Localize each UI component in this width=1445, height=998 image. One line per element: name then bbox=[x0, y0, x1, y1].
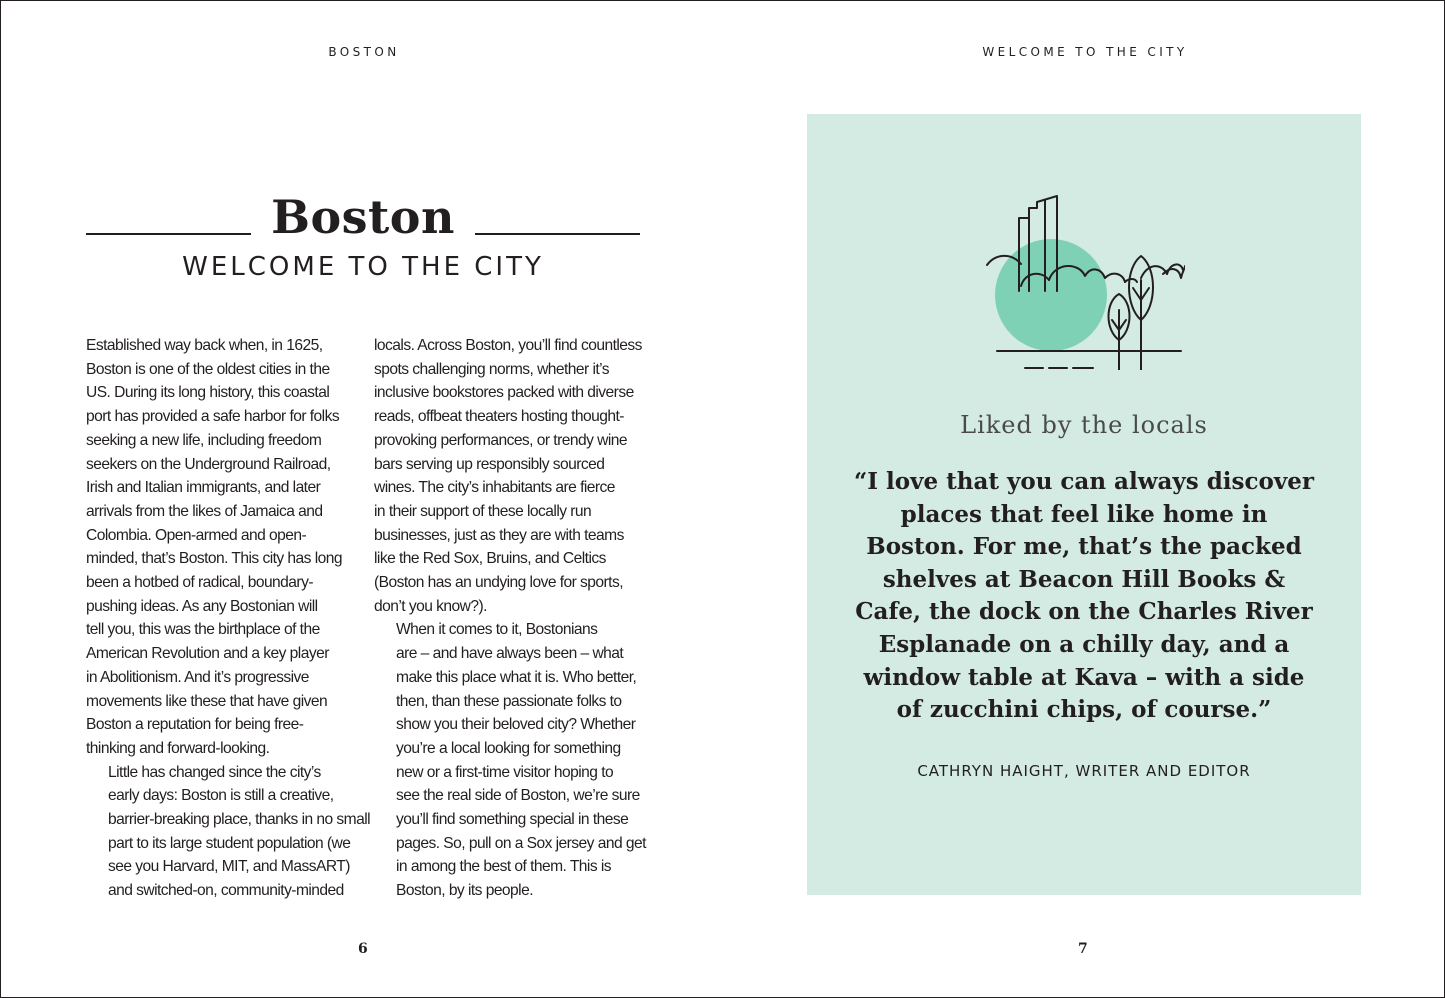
paragraph-1 bbox=[86, 334, 356, 761]
text-line: bars serving up responsibly sourced bbox=[374, 455, 605, 473]
paragraph-3 bbox=[374, 618, 644, 902]
text-line: see you Harvard, MIT, and MassART) bbox=[108, 858, 350, 876]
text-line: in their support of these locally run bbox=[374, 502, 592, 520]
text-line: seekers on the Underground Railroad, bbox=[86, 455, 331, 473]
text-line: and switched-on, community-minded bbox=[108, 882, 344, 900]
text-line: (Boston has an undying love for sports, bbox=[374, 574, 623, 592]
panel-heading: Liked by the locals bbox=[960, 411, 1208, 439]
running-head-left: BOSTON bbox=[328, 45, 400, 59]
text-line: seeking a new life, including freedom bbox=[86, 431, 322, 449]
quote-line: window table at Kava – with a side bbox=[863, 663, 1305, 691]
page-number-left: 6 bbox=[358, 941, 368, 957]
quote-line: shelves at Beacon Hill Books & bbox=[882, 565, 1286, 593]
text-line: pages. So, pull on a Sox jersey and get bbox=[396, 834, 646, 852]
text-line: Irish and Italian immigrants, and later bbox=[86, 479, 321, 497]
text-line: make this place what it is. Who better, bbox=[396, 668, 637, 686]
text-line: in among the best of them. This is bbox=[396, 858, 612, 876]
text-line: you’re a local looking for something bbox=[396, 739, 621, 757]
text-line: then, than these passionate folks to bbox=[396, 692, 622, 710]
running-head-right: WELCOME TO THE CITY bbox=[982, 45, 1188, 59]
text-line: Boston a reputation for being free- bbox=[86, 716, 304, 734]
text-line: American Revolution and a key player bbox=[86, 645, 329, 663]
text-line: part to its large student population (we bbox=[108, 834, 351, 852]
text-line: reads, offbeat theaters hosting thought- bbox=[374, 408, 624, 426]
quote-line: “I love that you can always discover bbox=[854, 468, 1314, 495]
text-line: spots challenging norms, whether it’s bbox=[374, 360, 610, 378]
text-line: like the Red Sox, Bruins, and Celtics bbox=[374, 550, 606, 568]
text-line: Little has changed since the city’s bbox=[108, 763, 321, 781]
quote-line: of zucchini chips, of course.” bbox=[896, 696, 1272, 724]
text-line: see the real side of Boston, we’re sure bbox=[396, 787, 640, 805]
text-line: minded, that’s Boston. This city has long bbox=[86, 550, 342, 568]
quote-line: Cafe, the dock on the Charles River bbox=[855, 598, 1313, 626]
text-line: pushing ideas. As any Bostonian will bbox=[86, 597, 318, 615]
text-line: inclusive bookstores packed with diverse bbox=[374, 384, 634, 402]
text-line: wines. The city’s inhabitants are fierce bbox=[374, 479, 615, 497]
text-line: businesses, just as they are with teams bbox=[374, 526, 624, 544]
city-skyline-icon bbox=[985, 170, 1185, 370]
text-line: are – and have always been – what bbox=[396, 645, 624, 663]
quote-line: Boston. For me, that’s the packed bbox=[866, 533, 1302, 561]
text-line: tell you, this was the birthplace of the bbox=[86, 621, 320, 639]
chapter-subtitle: WELCOME TO THE CITY bbox=[182, 252, 544, 282]
text-line: been a hotbed of radical, boundary- bbox=[86, 574, 313, 592]
text-line: new or a first-time visitor hoping to bbox=[396, 763, 614, 781]
page-number-right: 7 bbox=[1078, 941, 1088, 957]
text-line: Boston is one of the oldest cities in the bbox=[86, 360, 330, 378]
text-line: locals. Across Boston, you’ll find countless bbox=[374, 337, 642, 354]
text-line: you’ll find something special in these bbox=[396, 811, 629, 829]
locals-quote bbox=[837, 466, 1331, 727]
chapter-title: Boston bbox=[86, 191, 640, 243]
body-column-1 bbox=[86, 334, 371, 903]
text-line: Colombia. Open-armed and open- bbox=[86, 526, 307, 544]
quote-line: places that feel like home in bbox=[900, 500, 1268, 528]
text-line: provoking performances, or trendy wine bbox=[374, 431, 627, 449]
locals-quote-panel bbox=[807, 114, 1361, 895]
text-line: When it comes to it, Bostonians bbox=[396, 621, 598, 639]
text-line: Boston, by its people. bbox=[396, 882, 534, 900]
text-line: in Abolitionism. And it’s progressive bbox=[86, 668, 309, 686]
text-line: movements like these that have given bbox=[86, 692, 328, 710]
text-line: barrier-breaking place, thanks in no small bbox=[108, 811, 371, 829]
quote-line: Esplanade on a chilly day, and a bbox=[878, 630, 1290, 658]
text-line: early days: Boston is still a creative, bbox=[108, 787, 334, 805]
paragraph-2-continued bbox=[374, 334, 644, 618]
text-line: thinking and forward-looking. bbox=[86, 739, 270, 757]
paragraph-2 bbox=[86, 761, 371, 903]
text-line: Established way back when, in 1625, bbox=[86, 337, 323, 354]
text-line: port has provided a safe harbor for folks bbox=[86, 408, 340, 426]
body-column-2 bbox=[374, 334, 644, 903]
text-line: US. During its long history, this coastal bbox=[86, 384, 330, 402]
text-line: arrivals from the likes of Jamaica and bbox=[86, 502, 323, 520]
text-line: show you their beloved city? Whether bbox=[396, 716, 636, 734]
text-line: don’t you know?). bbox=[374, 597, 487, 615]
quote-attribution: CATHRYN HAIGHT, WRITER AND EDITOR bbox=[917, 762, 1251, 780]
